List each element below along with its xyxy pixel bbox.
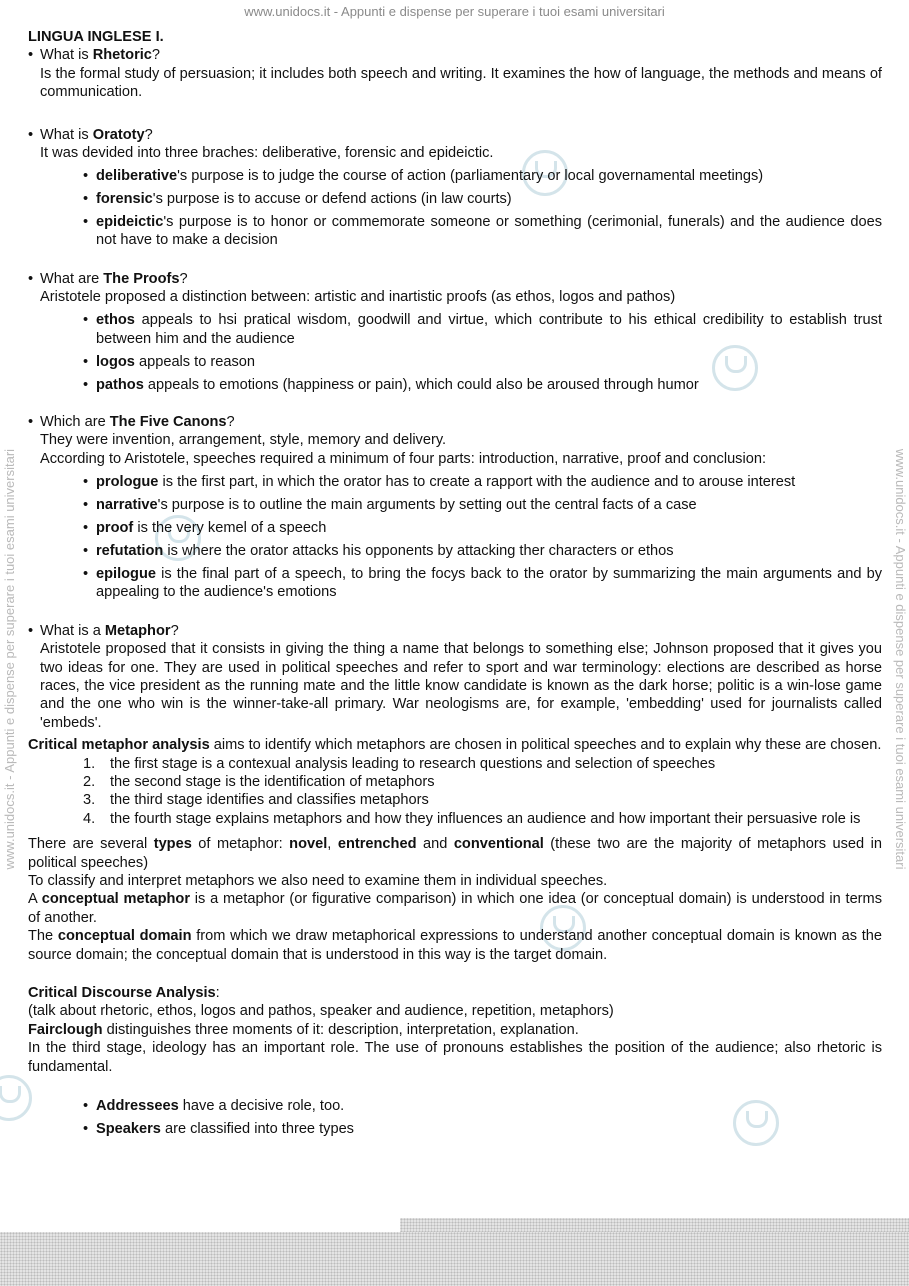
metaphor-section (28, 622, 882, 964)
item-text: have a decisive role, too. (178, 1097, 345, 1114)
oratory-section (28, 126, 882, 250)
preview-cutoff-pattern (400, 1218, 909, 1232)
question-mark: ? (144, 126, 153, 143)
list-item (83, 311, 882, 348)
answer-text: Aristotele proposed a distinction between: artistic and inartistic proofs (as ethos, logos and pathos) (40, 289, 676, 306)
list-item (83, 791, 882, 809)
answer-text: It was devided into three braches: deliberative, forensic and epideictic. (40, 145, 494, 162)
list-item (83, 542, 882, 560)
item-text: is where the orator attacks his opponents by attacking ther characters or ethos (163, 542, 674, 559)
cma-term: Critical metaphor analysis (28, 737, 210, 754)
list-item (83, 213, 882, 250)
list-item (83, 519, 882, 537)
item-text: is the very kemel of a speech (133, 519, 327, 536)
preview-cutoff-pattern (0, 1232, 909, 1286)
question-term: Metaphor (104, 622, 171, 639)
list-number: 3. (83, 792, 96, 809)
third-stage-paragraph: In the third stage, ideology has an important role. The use of pronouns establishes the position of the audience; also rhetoric is fundamental. (28, 1040, 882, 1075)
item-term: logos (96, 353, 135, 370)
bold-term: Fairclough (28, 1021, 103, 1038)
text-run: from which we draw metaphorical expressions to understand another conceptual domain is known as the source domain; the conceptual domain that is understood in this way is the target domain. (28, 928, 883, 963)
list-number: 2. (83, 773, 96, 790)
list-number: 4. (83, 810, 96, 827)
question-heading (28, 622, 882, 640)
list-item (83, 755, 882, 773)
item-text: the third stage identifies and classifies metaphors (110, 792, 429, 809)
text-run: (these two are the majority of metaphors used in political speeches) (28, 836, 883, 871)
item-text: 's purpose is to outline the main arguments by setting out the central facts of a case (157, 496, 697, 513)
classify-paragraph: To classify and interpret metaphors we also need to examine them in individual speeches. (28, 872, 608, 889)
list-item (83, 773, 882, 791)
bold-term: entrenched (337, 836, 417, 853)
question-prefix: What is (40, 47, 93, 64)
list-item (83, 496, 882, 514)
question-term: The Proofs (103, 270, 180, 287)
question-mark: ? (170, 622, 179, 639)
bullet-list (28, 473, 882, 602)
item-term: ethos (96, 312, 135, 329)
item-term: Addressees (96, 1097, 179, 1114)
answer-text: Is the formal study of persuasion; it includes both speech and writing. It examines the how of language, the methods and means of communication. (40, 65, 882, 101)
cma-text: aims to identify which metaphors are chosen in political speeches and to explain why these are chosen. (209, 737, 882, 754)
text-run: A (28, 891, 42, 908)
item-term: Speakers (96, 1120, 161, 1137)
list-item (83, 1120, 882, 1138)
item-term: refutation (96, 542, 164, 559)
item-text: the first stage is a contexual analysis leading to research questions and selection of speeches (110, 755, 716, 772)
list-item (83, 565, 882, 602)
conceptual-domain-paragraph (28, 927, 882, 964)
item-text: appeals to hsi pratical wisdom, goodwill and virtue, which contribute to his ethical credibility to establish trust between him and the audience (96, 312, 882, 347)
item-text: the second stage is the identification of metaphors (110, 773, 435, 790)
cda-heading (28, 984, 882, 1002)
text-run: , (327, 836, 338, 853)
list-item (83, 353, 882, 371)
types-paragraph (28, 835, 882, 872)
rhetoric-section (28, 46, 882, 101)
stages-list (28, 755, 882, 829)
item-text: the fourth stage explains metaphors and how they influences an audience and how important their persuasive role is (110, 810, 861, 827)
list-item (83, 167, 882, 185)
answer-text: According to Aristotele, speeches required a minimum of four parts: introduction, narrative, proof and conclusion: (40, 450, 767, 467)
proofs-section (28, 270, 882, 394)
question-term: The Five Canons (109, 414, 227, 431)
canons-section (28, 413, 882, 602)
bullet-list (28, 1097, 882, 1138)
fairclough-paragraph (28, 1021, 882, 1039)
item-term: epideictic (96, 214, 164, 231)
item-text: are classified into three types (160, 1120, 354, 1137)
document-body (28, 28, 882, 1138)
question-mark: ? (151, 47, 161, 64)
question-term: Rhetoric (92, 47, 152, 64)
item-text: 's purpose is to honor or commemorate someone or something (cerimonial, funerals) and the audience does not have to make a decision (96, 214, 882, 249)
question-heading (28, 126, 882, 144)
item-text: 's purpose is to accuse or defend actions (in law courts) (152, 191, 512, 208)
cda-title: Critical Discourse Analysis (28, 985, 216, 1001)
bold-term: novel (289, 836, 328, 853)
item-text: is the first part, in which the orator has to create a rapport with the audience and to arouse interest (158, 473, 796, 490)
bullet-list (28, 167, 882, 250)
list-item (83, 473, 882, 491)
question-term: Oratoty (92, 126, 145, 143)
bold-term: conventional (453, 836, 544, 853)
header-banner-text: www.unidocs.it - Appunti e dispense per superare i tuoi esami universitari (244, 4, 665, 19)
cda-paren: (talk about rhetoric, ethos, logos and pathos, speaker and audience, repetition, metaphors) (28, 1003, 614, 1020)
item-term: epilogue (96, 565, 156, 582)
question-heading (28, 46, 882, 64)
left-side-watermark: www.unidocs.it - Appunti e dispense per superare i tuoi esami universitari (1, 448, 17, 870)
text-run: is a metaphor (or figurative comparison) in which one idea (or conceptual domain) is understood in terms of another. (28, 891, 882, 926)
item-term: pathos (96, 376, 144, 393)
conceptual-metaphor-paragraph (28, 890, 882, 927)
cma-paragraph (28, 736, 882, 754)
page-title: LINGUA INGLESE I. (28, 29, 164, 45)
question-mark: ? (179, 270, 188, 287)
cda-section (28, 984, 882, 1138)
question-mark: ? (226, 414, 235, 431)
question-prefix: What is (40, 126, 93, 143)
text-run: distinguishes three moments of it: description, interpretation, explanation. (102, 1021, 579, 1038)
list-item (83, 376, 882, 394)
item-term: forensic (96, 191, 153, 208)
text-run: and (416, 836, 454, 853)
item-text: appeals to emotions (happiness or pain), which could also be aroused through humor (143, 376, 699, 393)
text-run: There are several (28, 836, 154, 853)
list-item (83, 810, 882, 828)
right-side-watermark: www.unidocs.it - Appunti e dispense per superare i tuoi esami universitari (893, 448, 909, 870)
item-term: deliberative (96, 168, 178, 185)
question-heading (28, 270, 882, 288)
item-text: 's purpose is to judge the course of action (parliamentary or local governamental meetings) (177, 168, 764, 185)
bullet-list (28, 311, 882, 394)
text-run: : (215, 985, 220, 1001)
bold-term: types (153, 836, 192, 853)
list-item (83, 1097, 882, 1115)
question-prefix: Which are (40, 414, 110, 431)
text-run: of metaphor: (191, 836, 290, 853)
list-item (83, 190, 882, 208)
header-banner (0, 3, 909, 21)
bold-term: conceptual metaphor (41, 891, 191, 908)
item-term: proof (96, 519, 134, 536)
list-number: 1. (83, 755, 96, 772)
answer-text: They were invention, arrangement, style, memory and delivery. (40, 432, 447, 449)
question-prefix: What is a (40, 622, 105, 639)
bold-term: conceptual domain (57, 928, 192, 945)
answer-text: Aristotele proposed that it consists in giving the thing a name that belongs to something else; Johnson proposed that it gives you two ideas for one. They are used in political speeches and refer to sport and war terminology: elections are described as horse races, the vice president as the running mate and the little know candidate is known as the dark horse; politic is a win-lose game and the one who win is the winner-take-all primary. War neologisms are, for example, 'embedding' used for journalists called 'embeds'. (40, 641, 882, 731)
text-run: The (28, 928, 58, 945)
item-text: is the final part of a speech, to bring the focys back to the orator by summarizing the main arguments and by appealing to the audience's emotions (96, 565, 882, 601)
item-term: narrative (96, 496, 158, 513)
item-text: appeals to reason (134, 353, 255, 370)
item-term: prologue (96, 473, 159, 490)
question-prefix: What are (40, 270, 104, 287)
question-heading (28, 413, 882, 431)
